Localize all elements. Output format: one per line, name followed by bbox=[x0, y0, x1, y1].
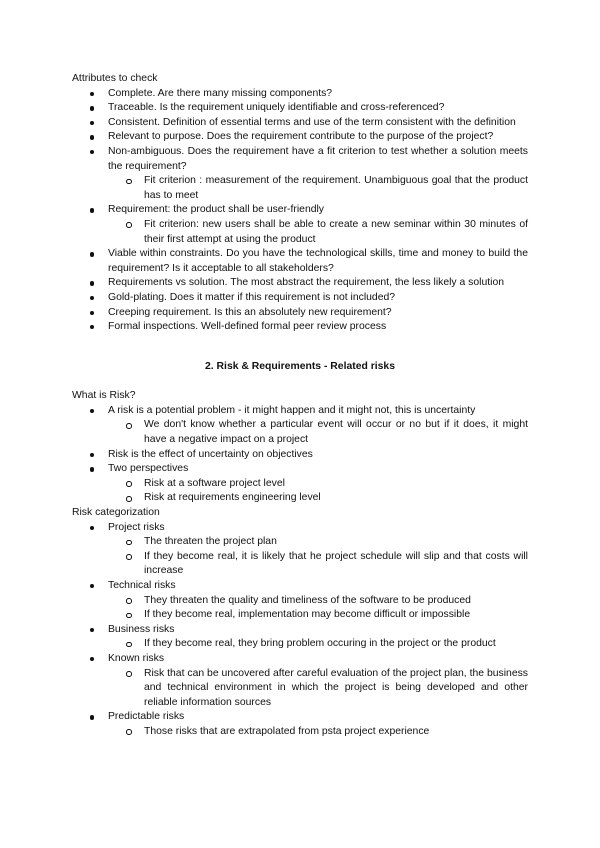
list-item-text: Formal inspections. Well-defined formal peer review process bbox=[108, 321, 387, 333]
sub-list-item: If they become real, they bring problem occuring in the project or the product bbox=[72, 637, 528, 652]
list-item bbox=[72, 203, 528, 247]
list-item bbox=[72, 130, 528, 145]
what-is-risk-heading: What is Risk? bbox=[72, 390, 136, 402]
sub-list bbox=[108, 594, 528, 623]
sub-list-item: Fit criterion: new users shall be able to create a new seminar within 30 minutes of their first attempt at using the product bbox=[72, 218, 528, 247]
list-item bbox=[72, 247, 528, 276]
list-item bbox=[72, 306, 528, 321]
list-item-text: Project risks bbox=[108, 521, 165, 533]
list-item bbox=[72, 291, 528, 306]
sub-list bbox=[108, 418, 528, 447]
list-item-text: Requirement: the product shall be user-friendly bbox=[108, 204, 325, 216]
list-item bbox=[72, 521, 528, 579]
list-item-text: Relevant to purpose. Does the requirement contribute to the purpose of the project? bbox=[108, 131, 494, 143]
list-item-text: Two perspectives bbox=[108, 463, 189, 475]
sub-list bbox=[108, 477, 528, 506]
sub-list bbox=[108, 174, 528, 203]
document-page bbox=[72, 72, 528, 740]
list-item bbox=[72, 652, 528, 710]
list-item-text: Creeping requirement. Is this an absolutely new requirement? bbox=[108, 306, 392, 318]
sub-list-item: The threaten the project plan bbox=[72, 535, 528, 550]
list-item-text: Consistent. Definition of essential terms and use of the term consistent with the definition bbox=[108, 116, 516, 128]
attributes-list bbox=[72, 87, 528, 335]
sub-list-item: They threaten the quality and timeliness of the software to be produced bbox=[72, 594, 528, 609]
list-item bbox=[72, 276, 528, 291]
list-item bbox=[72, 710, 528, 739]
list-item-text: Gold-plating. Does it matter if this requirement is not included? bbox=[108, 291, 396, 303]
list-item-text: Viable within constraints. Do you have the technological skills, time and money to build the requirement? Is it acceptable to all stakeholders? bbox=[108, 248, 528, 274]
list-item bbox=[72, 623, 528, 652]
list-item-text: Non-ambiguous. Does the requirement have a fit criterion to test whether a solution meets the requirement? bbox=[108, 145, 528, 172]
list-item-text: Business risks bbox=[108, 623, 175, 635]
risk-categorization-heading: Risk categorization bbox=[72, 507, 160, 519]
list-item bbox=[72, 462, 528, 506]
sub-list bbox=[108, 218, 528, 247]
sub-list-item: If they become real, implementation may become difficult or impossible bbox=[72, 608, 528, 623]
list-item bbox=[72, 87, 528, 102]
sub-list-item: Risk that can be uncovered after careful evaluation of the project plan, the business and technical environment in which the project is being developed and other reliable information sources bbox=[72, 667, 528, 711]
risk-definition-list bbox=[72, 404, 528, 506]
list-item bbox=[72, 579, 528, 623]
list-item-text: Risk is the effect of uncertainty on objectives bbox=[108, 448, 313, 460]
list-item-text: Complete. Are there many missing components? bbox=[108, 87, 333, 99]
risk-categories-list bbox=[72, 521, 528, 740]
list-item bbox=[72, 320, 528, 335]
list-item bbox=[72, 116, 528, 131]
sub-list bbox=[108, 535, 528, 579]
sub-list-item: Risk at requirements engineering level bbox=[72, 491, 528, 506]
list-item bbox=[72, 101, 528, 116]
sub-list-item: Risk at a software project level bbox=[72, 477, 528, 492]
list-item-text: Predictable risks bbox=[108, 711, 185, 723]
list-item-text: Requirements vs solution. The most abstract the requirement, the less likely a solution bbox=[108, 277, 504, 289]
list-item bbox=[72, 448, 528, 463]
sub-list bbox=[108, 725, 528, 740]
attributes-heading: Attributes to check bbox=[72, 73, 158, 84]
sub-list-item: Those risks that are extrapolated from psta project experience bbox=[72, 725, 528, 740]
sub-list-item: We don't know whether a particular event will occur or no but if it does, it might have a negative impact on a project bbox=[72, 418, 528, 447]
list-item-text: Traceable. Is the requirement uniquely identifiable and cross-referenced? bbox=[108, 102, 445, 114]
sub-list bbox=[108, 667, 528, 711]
list-item bbox=[72, 404, 528, 448]
sub-list bbox=[108, 637, 528, 652]
list-item-text: A risk is a potential problem - it might happen and it might not, this is uncertainty bbox=[108, 404, 476, 416]
list-item-text: Technical risks bbox=[108, 580, 176, 591]
section-title: 2. Risk & Requirements - Related risks bbox=[205, 360, 395, 372]
sub-list-item: If they become real, it is likely that he project schedule will slip and that costs will increase bbox=[72, 550, 528, 579]
list-item-text: Known risks bbox=[108, 652, 165, 664]
sub-list-item: Fit criterion : measurement of the requirement. Unambiguous goal that the product has to meet bbox=[72, 174, 528, 203]
list-item bbox=[72, 145, 528, 203]
